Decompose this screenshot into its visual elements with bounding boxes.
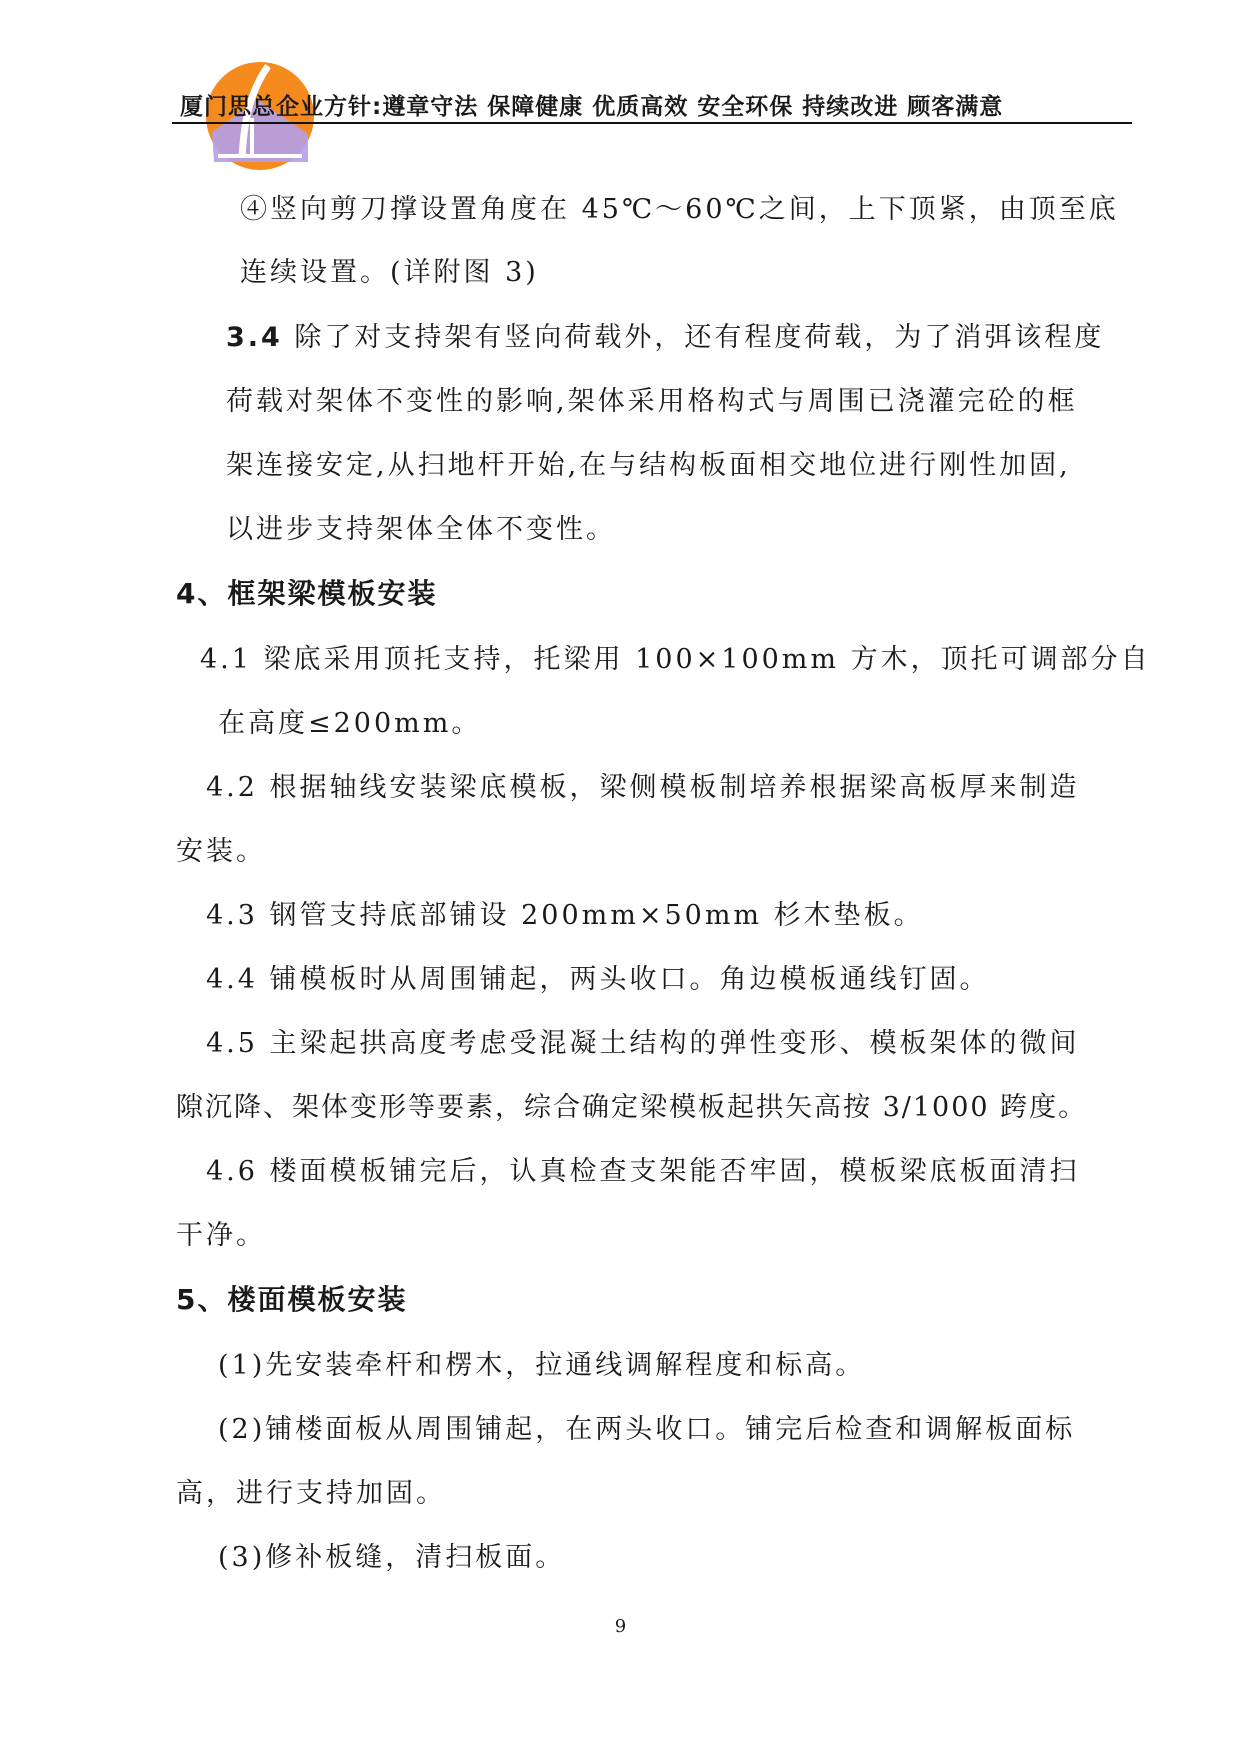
paragraph-line: 架连接安定,从扫地杆开始,在与结构板面相交地位进行刚性加固,	[226, 450, 1071, 481]
paragraph-line: 荷载对架体不变性的影响,架体采用格构式与周围已浇灌完砼的框	[226, 386, 1078, 417]
paragraph-line: 4.1 梁底采用顶托支持，托梁用 100×100mm 方木，顶托可调部分自	[200, 644, 1151, 675]
section-heading: 4、框架梁模板安装	[176, 577, 438, 610]
paragraph-line: 4.2 根据轴线安装梁底模板，梁侧模板制培养根据梁高板厚来制造	[206, 772, 1080, 803]
paragraph-line: 干净。	[176, 1220, 266, 1251]
header-policy: 厦门思总企业方针:遵章守法 保障健康 优质高效 安全环保 持续改进 顾客满意	[180, 94, 1004, 120]
section-heading: 5、楼面模板安装	[176, 1283, 408, 1316]
paragraph-line: 4.3 钢管支持底部铺设 200mm×50mm 杉木垫板。	[206, 900, 924, 931]
paragraph-line: 4.4 铺模板时从周围铺起，两头收口。角边模板通线钉固。	[206, 964, 990, 995]
paragraph-line: (2)铺楼面板从周围铺起，在两头收口。铺完后检查和调解板面标	[218, 1414, 1076, 1445]
header-rule	[172, 122, 1132, 124]
paragraph-line: 连续设置。(详附图 3)	[240, 257, 539, 288]
paragraph-line: 安装。	[176, 836, 266, 867]
paragraph-text: 除了对支持架有竖向荷载外，还有程度荷载，为了消弭该程度	[282, 322, 1105, 353]
paragraph-line: 以进步支持架体全体不变性。	[226, 514, 616, 545]
page-number: 9	[614, 1616, 627, 1637]
paragraph-line: 4.5 主梁起拱高度考虑受混凝土结构的弹性变形、模板架体的微间	[206, 1028, 1080, 1059]
paragraph-line: (1)先安装牵杆和楞木，拉通线调解程度和标高。	[218, 1350, 866, 1381]
paragraph-line: 在高度≤200mm。	[218, 708, 482, 739]
paragraph-line: ④竖向剪刀撑设置角度在 45℃～60℃之间，上下顶紧，由顶至底	[240, 194, 1119, 225]
paragraph-line: 隙沉降、架体变形等要素，综合确定梁模板起拱矢高按 3/1000 跨度。	[176, 1092, 1088, 1123]
paragraph-line: 高，进行支持加固。	[176, 1478, 446, 1509]
paragraph-line	[226, 318, 1104, 358]
paragraph-line: 4.6 楼面模板铺完后，认真检查支架能否牢固，模板梁底板面清扫	[206, 1156, 1080, 1187]
paragraph-line: (3)修补板缝，清扫板面。	[218, 1542, 566, 1573]
section-number: 3.4	[226, 322, 283, 353]
